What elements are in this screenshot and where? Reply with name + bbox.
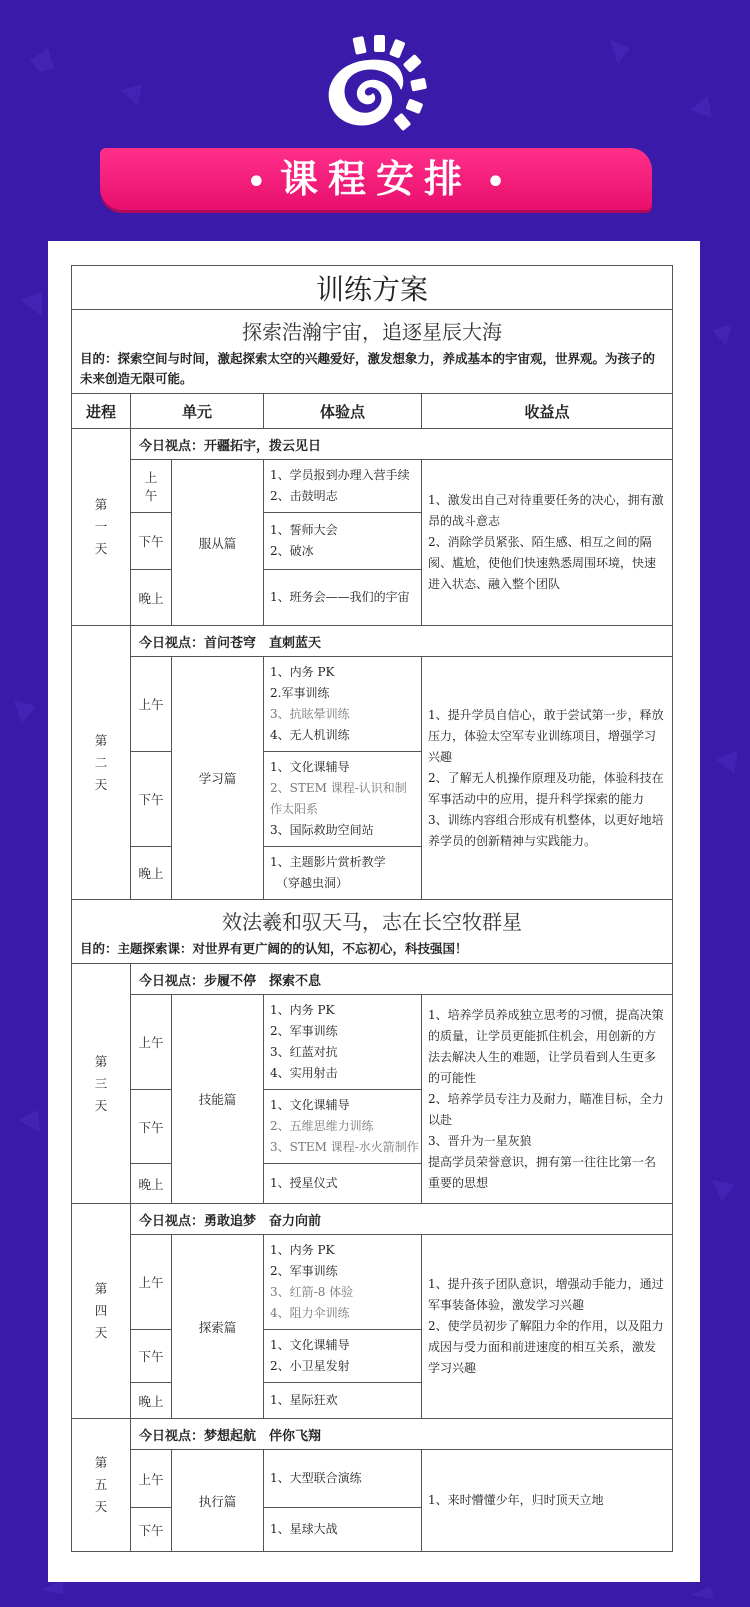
day-label: 第 一 天 — [72, 429, 131, 626]
time-slot: 上 午 — [131, 460, 172, 513]
experience-cell: 1、内务 PK 2.军事训练 3、抗眩晕训练 4、无人机训练 — [264, 657, 422, 752]
time-slot: 下午 — [131, 752, 172, 847]
experience-cell: 1、内务 PK 2、军事训练 3、红蓝对抗 4、实用射击 — [264, 995, 422, 1090]
section1-subtitle: 探索浩瀚宇宙，追逐星辰大海 — [242, 320, 503, 344]
table-title: 训练方案 — [72, 266, 673, 310]
benefit-cell: 1、提升孩子团队意识，增强动手能力，通过军事装备体验，激发学习兴趣 2、使学员初步了解阻力伞的作用，以及阻力成因与受力面和前进速度的相互关系，激发学习兴趣 — [422, 1235, 673, 1419]
experience-cell: 1、大型联合演练 — [264, 1450, 422, 1508]
sun-spiral-logo — [318, 35, 432, 135]
banner-dot-left: • — [246, 165, 266, 200]
section2-purpose: 目的：主题探索课：对世界有更广阔的的认知，不忘初心，科技强国！ — [80, 941, 468, 956]
unit-name: 服从篇 — [172, 460, 264, 626]
header-experience: 体验点 — [264, 394, 422, 429]
time-slot: 下午 — [131, 1330, 172, 1383]
day-viewpoint: 今日视点：梦想起航 伴你飞翔 — [131, 1419, 673, 1450]
experience-cell: 1、文化课辅导 2、STEM 课程-认识和制作太阳系 3、国际救助空间站 — [264, 752, 422, 847]
day-viewpoint: 今日视点：开疆拓宇，拨云见日 — [131, 429, 673, 460]
header-progress: 进程 — [72, 394, 131, 429]
unit-name: 探索篇 — [172, 1235, 264, 1419]
section1-header — [72, 310, 673, 394]
time-slot: 晚上 — [131, 847, 172, 900]
time-slot: 上午 — [131, 995, 172, 1090]
benefit-cell: 1、培养学员养成独立思考的习惯，提高决策的质量，让学员更能抓住机会，用创新的方法去解决人生的难题，让学员看到人生更多的可能性 2、培养学员专注力及耐力，瞄准目标，全力以赴 3、晋升为一星灰狼 提高学员荣誉意识，拥有第一往往比第一名重要的思想 — [422, 995, 673, 1204]
benefit-cell: 1、来时懵懂少年，归时顶天立地 — [422, 1450, 673, 1552]
time-slot: 上午 — [131, 1235, 172, 1330]
section2-header — [72, 900, 673, 964]
unit-name: 执行篇 — [172, 1450, 264, 1552]
experience-cell: 1、班务会——我们的宇宙 — [264, 570, 422, 626]
section2-subtitle: 效法羲和驭天马，志在长空牧群星 — [222, 910, 523, 934]
unit-name: 学习篇 — [172, 657, 264, 900]
time-slot: 晚上 — [131, 1164, 172, 1204]
banner-title: 课程安排 — [279, 157, 472, 201]
experience-cell: 1、星际狂欢 — [264, 1383, 422, 1419]
experience-cell: 1、学员报到办理入营手续 2、击鼓明志 — [264, 460, 422, 513]
benefit-cell: 1、激发出自己对待重要任务的决心，拥有激昂的战斗意志 2、消除学员紧张、陌生感、相互之间的隔阂、尴尬，使他们快速熟悉周围环境，快速进入状态、融入整个团队 — [422, 460, 673, 626]
day-label: 第 三 天 — [72, 964, 131, 1204]
day-viewpoint: 今日视点：勇敢追梦 奋力向前 — [131, 1204, 673, 1235]
day-label: 第 五 天 — [72, 1419, 131, 1552]
time-slot: 上午 — [131, 1450, 172, 1508]
benefit-cell: 1、提升学员自信心，敢于尝试第一步，释放压力，体验太空军专业训练项目，增强学习兴趣 2、了解无人机操作原理及功能，体验科技在军事活动中的应用，提升科学探索的能力 3、训练内容组合形成有机整体，以更好地培养学员的创新精神与实践能力。 — [422, 657, 673, 900]
experience-cell: 1、内务 PK 2、军事训练 3、红箭-8 体验 4、阻力伞训练 — [264, 1235, 422, 1330]
day-label: 第 二 天 — [72, 626, 131, 900]
experience-cell: 1、文化课辅导 2、小卫星发射 — [264, 1330, 422, 1383]
day-viewpoint: 今日视点：步履不停 探索不息 — [131, 964, 673, 995]
unit-name: 技能篇 — [172, 995, 264, 1204]
section1-purpose: 目的：探索空间与时间，激起探索太空的兴趣爱好，激发想象力，养成基本的宇宙观，世界观。为孩子的未来创造无限可能。 — [80, 351, 656, 386]
time-slot: 晚上 — [131, 570, 172, 626]
course-schedule-banner — [100, 148, 652, 210]
header-benefit: 收益点 — [422, 394, 673, 429]
header-unit: 单元 — [131, 394, 264, 429]
day-label: 第 四 天 — [72, 1204, 131, 1419]
experience-cell: 1、星球大战 — [264, 1508, 422, 1552]
experience-cell: 1、授星仪式 — [264, 1164, 422, 1204]
training-plan-table — [71, 265, 673, 1552]
time-slot: 下午 — [131, 513, 172, 570]
time-slot: 下午 — [131, 1508, 172, 1552]
experience-cell: 1、主题影片赏析教学 （穿越虫洞） — [264, 847, 422, 900]
time-slot: 晚上 — [131, 1383, 172, 1419]
experience-cell: 1、誓师大会 2、破冰 — [264, 513, 422, 570]
experience-cell: 1、文化课辅导 2、五维思维力训练 3、STEM 课程-水火箭制作 — [264, 1090, 422, 1164]
time-slot: 上午 — [131, 657, 172, 752]
time-slot: 下午 — [131, 1090, 172, 1164]
day-viewpoint: 今日视点：首问苍穹 直刺蓝天 — [131, 626, 673, 657]
banner-dot-right: • — [486, 165, 506, 200]
